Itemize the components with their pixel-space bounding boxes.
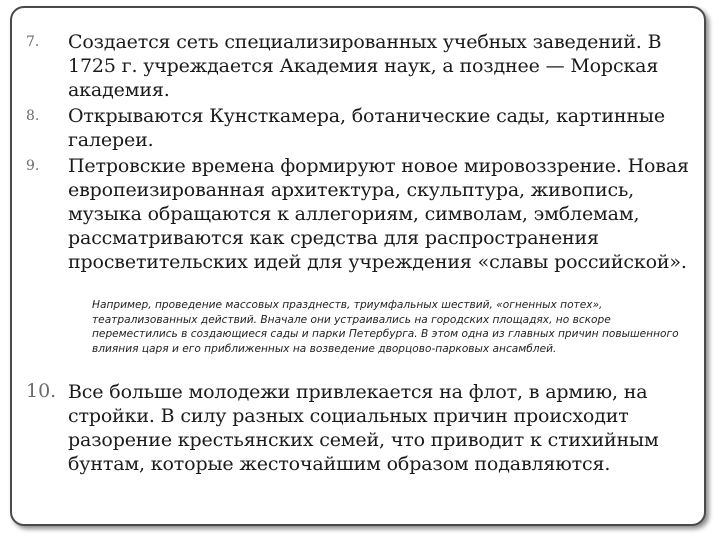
item-number: 10. [26,380,57,402]
item-number: 9. [26,158,40,174]
item-text: Петровские времена формируют новое мировоззрение. Новая европеизированная архитектура, скульптура, живопись, музыка обращаются к аллегориям, символам, эмблемам, рассматриваются как средства для распространения просветительских идей для учреждения «славы российской». [68,155,689,273]
item-number: 8. [26,108,40,124]
item-text: Открываются Кунсткамера, ботанические сады, картинные галереи. [68,105,665,151]
item-text: Все больше молодежи привлекается на флот, в армию, на стройки. В силу разных социальных причин происходит разорение крестьянских семей, что приводит к стихийным бунтам, которые жесточайшим образом подавляются. [68,381,659,475]
item-text: Создается сеть специализированных учебных заведений. В 1725 г. учреждается Академия наук, а позднее — Морская академия. [68,31,662,101]
example-note: Например, проведение массовых празднеств, триумфальных шествий, «огненных потех», театрализованных действий. Вначале они устраивались на городских площадях, но вскоре переместились в создающиеся сады и парки Петербурга. В этом одна из главных причин повышенного влияния царя и его приближенных на возведение дворцово-парковых ансамблей. [92,299,679,355]
item-number: 7. [26,34,40,50]
